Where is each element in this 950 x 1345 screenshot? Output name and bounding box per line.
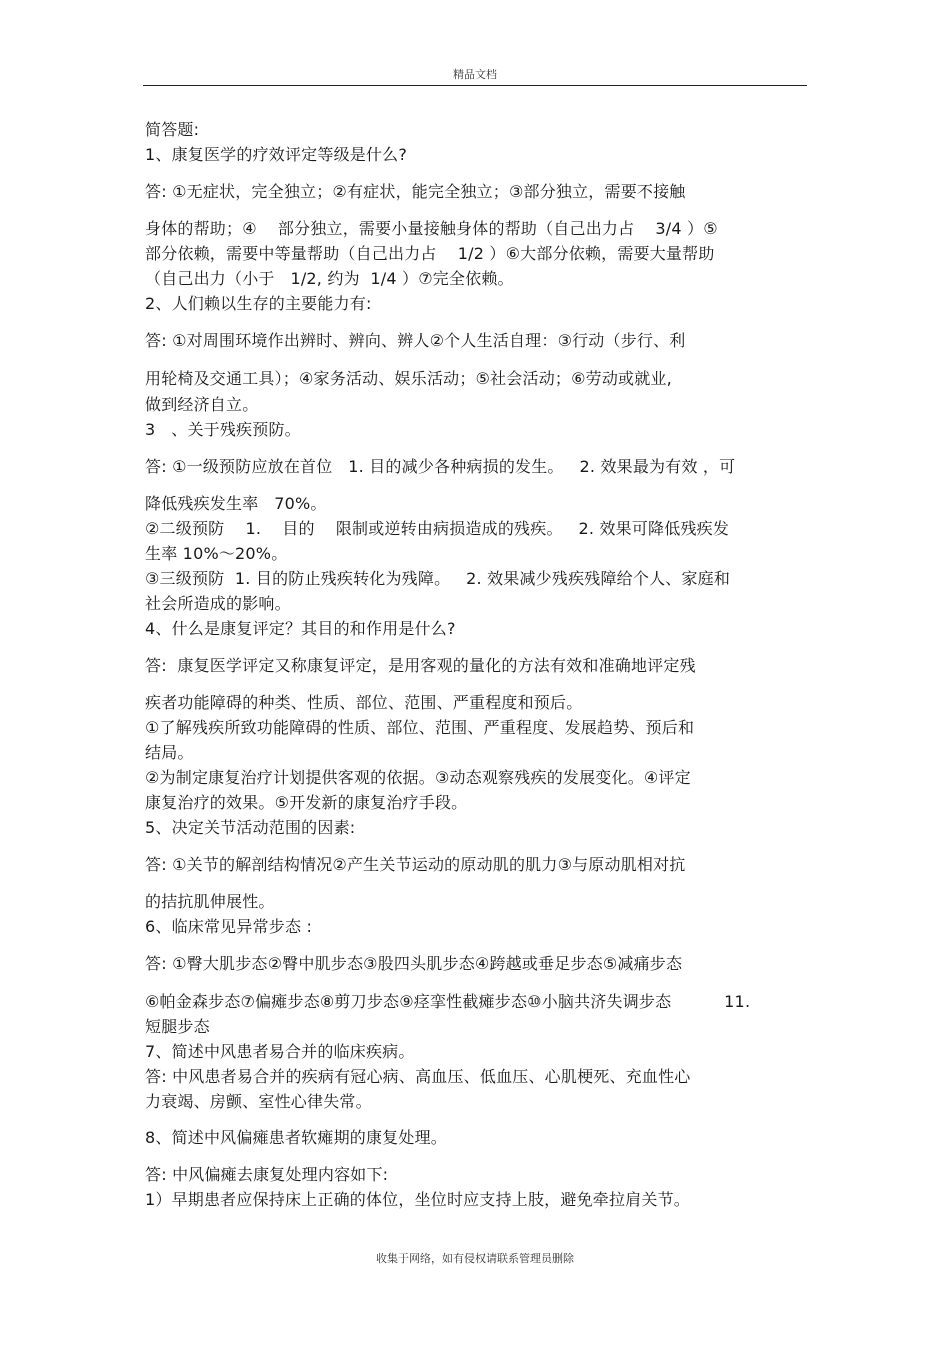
question-3: 3 、关于残疾预防。 <box>145 420 301 439</box>
answer-line: （自己出力（小于 1/2, 约为 1/4 ）⑦完全依赖。 <box>145 269 514 288</box>
page-footer: 收集于网络，如有侵权请联系管理员删除 <box>376 1252 574 1265</box>
question-2: 2、人们赖以生存的主要能力有: <box>145 294 372 313</box>
answer-line: 答: ①臀大肌步态②臀中肌步态③股四头肌步态④跨越或垂足步态⑤减痛步态 <box>145 954 683 973</box>
answer-line: 短腿步态 <box>145 1017 210 1036</box>
answer-line: 疾者功能障碍的种类、性质、部位、范围、严重程度和预后。 <box>145 693 583 712</box>
question-5: 5、决定关节活动范围的因素: <box>145 818 356 837</box>
answer-line: 答: ①对周围环境作出辨时、辨向、辨人②个人生活自理：③行动（步行、利 <box>145 331 686 350</box>
page-header: 精品文档 <box>453 68 497 81</box>
question-4: 4、什么是康复评定？其目的和作用是什么? <box>145 619 456 638</box>
answer-line: 降低残疾发生率 70%。 <box>145 494 327 513</box>
answer-line: 身体的帮助；④ 部分独立，需要小量接触身体的帮助（自己出力占 3/4 ）⑤ <box>145 219 718 238</box>
answer-line: 答: 中风偏瘫去康复处理内容如下: <box>145 1165 389 1184</box>
answer-line: 答: 中风患者易合并的疾病有冠心病、高血压、低血压、心肌梗死、充血性心 <box>145 1067 691 1086</box>
question-1: 1、康复医学的疗效评定等级是什么? <box>145 145 408 164</box>
answer-line: 用轮椅及交通工具）；④家务活动、娱乐活动；⑤社会活动；⑥劳动或就业, <box>145 369 672 388</box>
answer-line: ②二级预防 1. 目的 限制或逆转由病损造成的残疾。 2. 效果可降低残疾发 <box>145 519 730 538</box>
question-7: 7、简述中风患者易合并的临床疾病。 <box>145 1042 415 1061</box>
answer-line: ②为制定康复治疗计划提供客观的依据。③动态观察残疾的发展变化。④评定 <box>145 768 691 787</box>
answer-line: 部分依赖，需要中等量帮助（自己出力占 1/2 ）⑥大部分依赖，需要大量帮助 <box>145 244 715 263</box>
answer-line: 社会所造成的影响。 <box>145 594 291 613</box>
answer-line: 答: ①无症状，完全独立；②有症状，能完全独立；③部分独立，需要不接触 <box>145 182 686 201</box>
answer-line: 的拮抗肌伸展性。 <box>145 892 275 911</box>
answer-line: 答: ①关节的解剖结构情况②产生关节运动的原动肌的肌力③与原动肌相对抗 <box>145 855 686 874</box>
answer-line: 1）早期患者应保持床上正确的体位，坐位时应支持上肢，避免牵拉肩关节。 <box>145 1190 690 1209</box>
answer-line: ③三级预防 1. 目的防止残疾转化为残障。 2. 效果减少残疾残障给个人、家庭和 <box>145 569 731 588</box>
question-8: 8、简述中风偏瘫患者软瘫期的康复处理。 <box>145 1128 447 1147</box>
answer-line: 答: ①一级预防应放在首位 1. 目的减少各种病损的发生。 2. 效果最为有效 ，可 <box>145 457 736 476</box>
answer-line: 力衰竭、房颤、室性心律失常。 <box>145 1092 372 1111</box>
answer-line: ⑥帕金森步态⑦偏瘫步态⑧剪刀步态⑨痉挛性截瘫步态⑩小脑共济失调步态 11. <box>145 992 751 1011</box>
answer-line: 答: 康复医学评定又称康复评定，是用客观的量化的方法有效和准确地评定残 <box>145 656 696 675</box>
answer-line: 康复治疗的效果。⑤开发新的康复治疗手段。 <box>145 793 468 812</box>
question-6: 6、临床常见异常步态 : <box>145 917 313 936</box>
header-rule <box>143 85 807 86</box>
section-title: 简答题: <box>145 120 200 139</box>
answer-line: 生率 10%～20%。 <box>145 544 288 563</box>
answer-line: 结局。 <box>145 743 194 762</box>
answer-line: ①了解残疾所致功能障碍的性质、部位、范围、严重程度、发展趋势、预后和 <box>145 718 695 737</box>
answer-line: 做到经济自立。 <box>145 395 259 414</box>
